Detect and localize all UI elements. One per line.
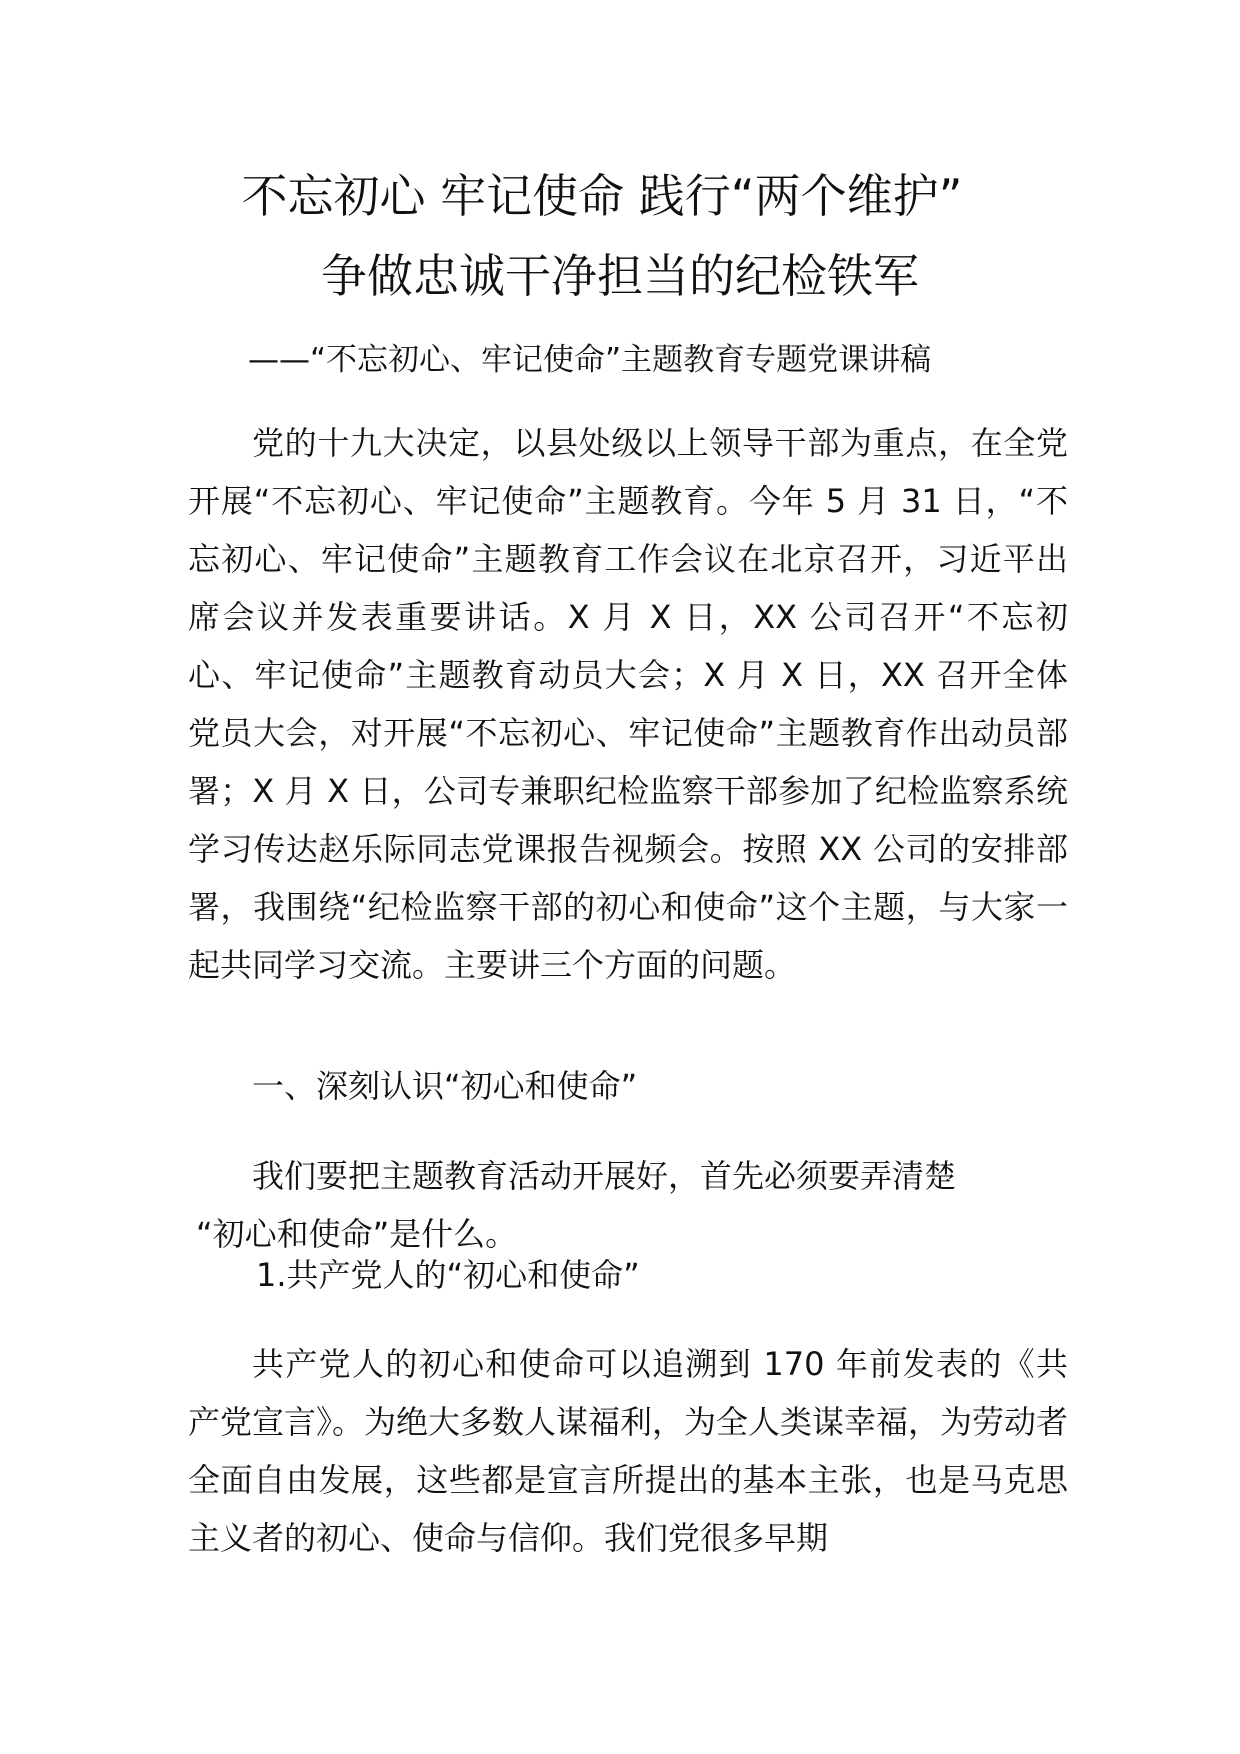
document-title-line-1: 不忘初心 牢记使命 践行“两个维护” xyxy=(241,169,963,223)
document-subtitle: ——“不忘初心、牢记使命”主题教育专题党课讲稿 xyxy=(248,342,932,378)
section-heading-1: 一、深刻认识“初心和使命” xyxy=(252,1067,638,1105)
document-title-line-2: 争做忠诚干净担当的纪检铁军 xyxy=(321,249,919,303)
body-paragraph-2-line-2: “初心和使命”是什么。 xyxy=(196,1215,518,1253)
body-paragraph-3: 共产党人的初心和使命可以追溯到 170 年前发表的《共产党宣言》。为绝大多数人谋福利，为全人类谋幸福，为劳动者全面自由发展，这些都是宣言所提出的基本主张，也是马克思主义者的初心、使命与信仰。我们党很多早期 xyxy=(188,1345,1069,1557)
body-paragraph-1: 党的十九大决定，以县处级以上领导干部为重点，在全党开展“不忘初心、牢记使命”主题教育。今年 5 月 31 日，“不忘初心、牢记使命”主题教育工作会议在北京召开，习近平出席会议并发表重要讲话。X 月 X 日，XX 公司召开“不忘初心、牢记使命”主题教育动员大会；X 月 X 日，XX 召开全体党员大会，对开展“不忘初心、牢记使命”主题教育作出动员部署；X 月 X 日，公司专兼职纪检监察干部参加了纪检监察系统学习传达赵乐际同志党课报告视频会。按照 XX 公司的安排部署，我围绕“纪检监察干部的初心和使命”这个主题，与大家一起共同学习交流。主要讲三个方面的问题。 xyxy=(188,424,1068,984)
body-paragraph-2-line-1: 我们要把主题教育活动开展好，首先必须要弄清楚 xyxy=(252,1157,957,1195)
body-paragraph-2 xyxy=(188,1147,1068,1263)
subsection-heading-1: 1.共产党人的“初心和使命” xyxy=(256,1256,640,1294)
